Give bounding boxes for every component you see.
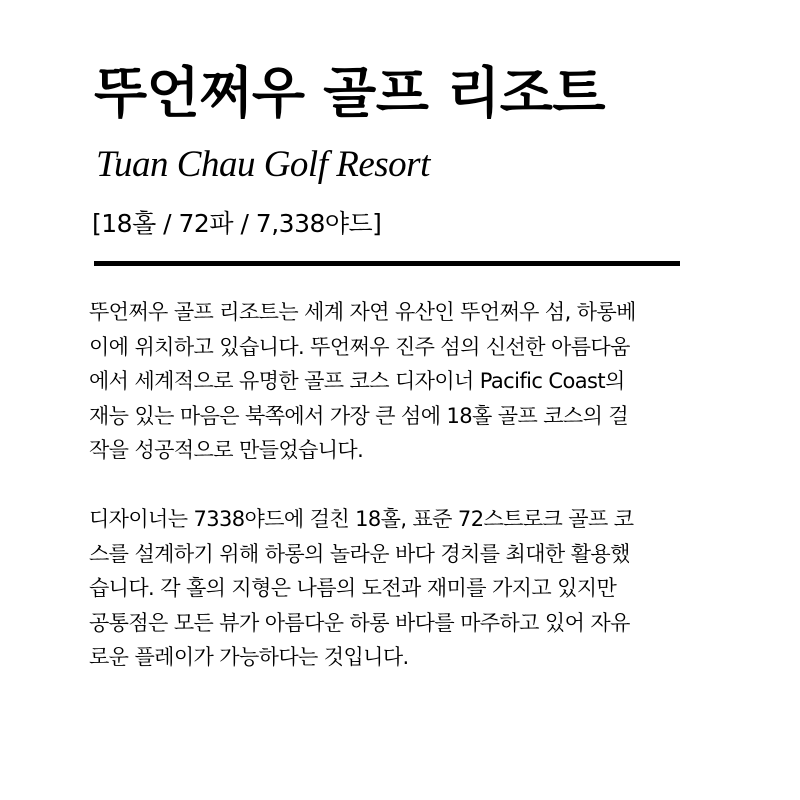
course-specs: [18홀 / 72파 / 7,338야드] (92, 209, 382, 238)
text-line: 이에 위치하고 있습니다. 뚜언쩌우 진주 섬의 신선한 아름다움 (89, 334, 630, 359)
text-line: 작을 성공적으로 만들었습니다. (89, 438, 364, 462)
text-line: 스를 설계하기 위해 하롱의 놀라운 바다 경치를 최대한 활용했 (89, 541, 630, 566)
page-title: 뚜언쩌우 골프 리조트 (94, 61, 605, 125)
text-line: 로운 플레이가 가능하다는 것입니다. (89, 645, 409, 669)
text-line: 뚜언쩌우 골프 리조트는 세계 자연 유산인 뚜언쩌우 섬, 하롱베 (89, 300, 636, 324)
text-line: 습니다. 각 홀의 지형은 나름의 도전과 재미를 가지고 있지만 (89, 576, 617, 600)
text-line: 디자이너는 7338야드에 걸친 18홀, 표준 72스트로크 골프 코 (89, 507, 634, 531)
page-subtitle: Tuan Chau Golf Resort (96, 144, 430, 185)
text-line: 에서 세계적으로 유명한 골프 코스 디자이너 Pacific Coast의 (89, 369, 625, 393)
description-paragraph-2 (89, 502, 729, 675)
text-line: 공통점은 모든 뷰가 아름다운 하롱 바다를 마주하고 있어 자유 (89, 610, 630, 635)
header-divider (94, 261, 680, 266)
text-line: 재능 있는 마음은 북쪽에서 가장 큰 섬에 18홀 골프 코스의 걸 (89, 403, 629, 428)
description-paragraph-1 (89, 295, 729, 468)
description (89, 295, 729, 675)
